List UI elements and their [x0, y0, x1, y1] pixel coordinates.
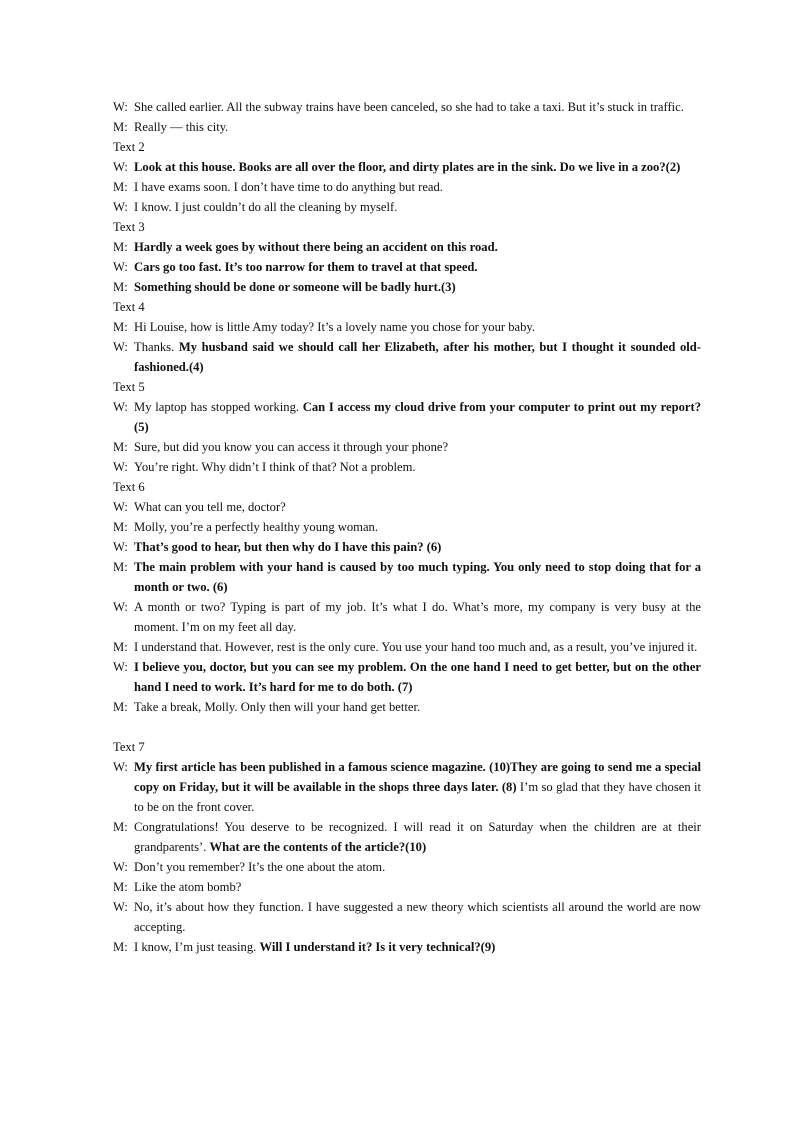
- speaker-label: W:: [113, 660, 128, 674]
- dialogue-turn: [113, 757, 701, 817]
- highlighted-answer-text: Look at this house. Books are all over the floor, and dirty plates are in the sink. Do we live in a zoo?(2): [134, 160, 681, 174]
- dialogue-turn: [113, 197, 701, 217]
- highlighted-answer-text: Can I access my cloud drive from your computer to print out my report?(5): [134, 400, 701, 434]
- highlighted-answer-text: Cars go too fast. It’s too narrow for them to travel at that speed.: [134, 260, 478, 274]
- dialogue-turn: [113, 97, 701, 117]
- section-heading: Text 3: [113, 220, 145, 234]
- speaker-label: M:: [113, 820, 128, 834]
- utterance: [134, 537, 701, 557]
- dialogue-turn: [113, 317, 701, 337]
- utterance-text: No, it’s about how they function. I have suggested a new theory which scientists all around the world are now accepting.: [134, 900, 701, 934]
- dialogue-turn: [113, 557, 701, 597]
- utterance-text: You’re right. Why didn’t I think of that? Not a problem.: [134, 460, 416, 474]
- section-heading: Text 2: [113, 140, 145, 154]
- utterance: [134, 197, 701, 217]
- utterance-text: I have exams soon. I don’t have time to do anything but read.: [134, 180, 443, 194]
- dialogue-turn: [113, 897, 701, 937]
- utterance-text: I understand that. However, rest is the only cure. You use your hand too much and, as a result, you’ve injured it.: [134, 640, 698, 654]
- speaker-label: M:: [113, 120, 128, 134]
- utterance: [134, 437, 701, 457]
- dialogue-turn: [113, 277, 701, 297]
- section-heading: Text 5: [113, 380, 145, 394]
- section-heading: Text 4: [113, 300, 145, 314]
- dialogue-turn: [113, 237, 701, 257]
- utterance: [134, 817, 701, 857]
- speaker-label: W:: [113, 100, 128, 114]
- utterance-text: Hi Louise, how is little Amy today? It’s a lovely name you chose for your baby.: [134, 320, 536, 334]
- utterance: [134, 337, 701, 377]
- utterance-text: Really — this city.: [134, 120, 229, 134]
- utterance: [134, 177, 701, 197]
- utterance: [134, 257, 701, 277]
- dialogue-turn: [113, 177, 701, 197]
- highlighted-answer-text: Will I understand it? Is it very technical?(9): [259, 940, 496, 954]
- utterance: [134, 937, 701, 957]
- utterance: [134, 277, 701, 297]
- utterance-text: My laptop has stopped working.: [134, 400, 303, 414]
- utterance: [134, 157, 701, 177]
- utterance-text: I know. I just couldn’t do all the cleaning by myself.: [134, 200, 398, 214]
- speaker-label: W:: [113, 400, 128, 414]
- utterance-text: I’m so glad that they have chosen it to be on the front cover.: [134, 780, 701, 814]
- utterance: [134, 317, 701, 337]
- dialogue-turn: [113, 937, 701, 957]
- utterance: [134, 897, 701, 937]
- utterance-text: Sure, but did you know you can access it through your phone?: [134, 440, 449, 454]
- dialogue-turn: [113, 117, 701, 137]
- speaker-label: W:: [113, 160, 128, 174]
- speaker-label: M:: [113, 940, 128, 954]
- utterance: [134, 657, 701, 697]
- speaker-label: M:: [113, 240, 128, 254]
- section-heading: Text 6: [113, 480, 145, 494]
- utterance: [134, 857, 701, 877]
- utterance: [134, 697, 701, 717]
- highlighted-answer-text: That’s good to hear, but then why do I have this pain? (6): [134, 540, 442, 554]
- utterance-text: Thanks.: [134, 340, 179, 354]
- blank-line: [113, 717, 701, 737]
- speaker-label: W:: [113, 200, 128, 214]
- speaker-label: M:: [113, 880, 128, 894]
- dialogue-turn: [113, 657, 701, 697]
- utterance-text: Like the atom bomb?: [134, 880, 242, 894]
- utterance: [134, 97, 701, 117]
- highlighted-answer-text: My first article has been published in a famous science magazine. (10)They are going to send me a special copy on Friday, but it will be available in the shops three days later. (8): [134, 760, 701, 794]
- speaker-label: W:: [113, 860, 128, 874]
- utterance-text: What can you tell me, doctor?: [134, 500, 286, 514]
- dialogue-turn: [113, 637, 701, 657]
- utterance: [134, 397, 701, 437]
- utterance: [134, 557, 701, 597]
- dialogue-turn: [113, 697, 701, 717]
- speaker-label: W:: [113, 500, 128, 514]
- highlighted-answer-text: The main problem with your hand is caused by too much typing. You only need to stop doing that for a month or two. (6): [134, 560, 701, 594]
- dialogue-turn: [113, 497, 701, 517]
- speaker-label: M:: [113, 700, 128, 714]
- speaker-label: W:: [113, 760, 128, 774]
- dialogue-turn: [113, 157, 701, 177]
- speaker-label: M:: [113, 560, 128, 574]
- speaker-label: M:: [113, 280, 128, 294]
- section-heading: Text 7: [113, 740, 145, 754]
- dialogue-turn: [113, 337, 701, 377]
- speaker-label: M:: [113, 180, 128, 194]
- dialogue-turn: [113, 597, 701, 637]
- utterance: [134, 117, 701, 137]
- utterance-text: A month or two? Typing is part of my job. It’s what I do. What’s more, my company is very busy at the moment. I’m on my feet all day.: [134, 600, 701, 634]
- utterance: [134, 237, 701, 257]
- utterance-text: Congratulations! You deserve to be recognized. I will read it on Saturday when the children are at their grandparents’.: [134, 820, 701, 854]
- speaker-label: M:: [113, 520, 128, 534]
- highlighted-answer-text: I believe you, doctor, but you can see my problem. On the one hand I need to get better, but on the other hand I need to work. It’s hard for me to do both. (7): [134, 660, 701, 694]
- utterance: [134, 457, 701, 477]
- speaker-label: W:: [113, 540, 128, 554]
- dialogue-turn: [113, 457, 701, 477]
- utterance: [134, 637, 701, 657]
- utterance-text: Take a break, Molly. Only then will your hand get better.: [134, 700, 421, 714]
- utterance: [134, 877, 701, 897]
- highlighted-answer-text: Something should be done or someone will be badly hurt.(3): [134, 280, 456, 294]
- utterance-text: Don’t you remember? It’s the one about the atom.: [134, 860, 386, 874]
- speaker-label: W:: [113, 260, 128, 274]
- highlighted-answer-text: My husband said we should call her Elizabeth, after his mother, but I thought it sounded old-fashioned.(4): [134, 340, 701, 374]
- utterance: [134, 597, 701, 637]
- dialogue-turn: [113, 517, 701, 537]
- utterance-text: Molly, you’re a perfectly healthy young woman.: [134, 520, 378, 534]
- dialogue-turn: [113, 877, 701, 897]
- highlighted-answer-text: Hardly a week goes by without there being an accident on this road.: [134, 240, 498, 254]
- highlighted-answer-text: What are the contents of the article?(10): [209, 840, 427, 854]
- utterance: [134, 757, 701, 817]
- utterance-text: She called earlier. All the subway trains have been canceled, so she had to take a taxi. But it’s stuck in traffic.: [134, 100, 684, 114]
- speaker-label: M:: [113, 320, 128, 334]
- dialogue-turn: [113, 857, 701, 877]
- utterance-text: I know, I’m just teasing.: [134, 940, 260, 954]
- transcript: [113, 97, 701, 957]
- speaker-label: W:: [113, 900, 128, 914]
- speaker-label: W:: [113, 460, 128, 474]
- dialogue-turn: [113, 817, 701, 857]
- speaker-label: W:: [113, 600, 128, 614]
- dialogue-turn: [113, 537, 701, 557]
- speaker-label: W:: [113, 340, 128, 354]
- dialogue-turn: [113, 257, 701, 277]
- dialogue-turn: [113, 397, 701, 437]
- utterance: [134, 517, 701, 537]
- speaker-label: M:: [113, 440, 128, 454]
- speaker-label: M:: [113, 640, 128, 654]
- utterance: [134, 497, 701, 517]
- dialogue-turn: [113, 437, 701, 457]
